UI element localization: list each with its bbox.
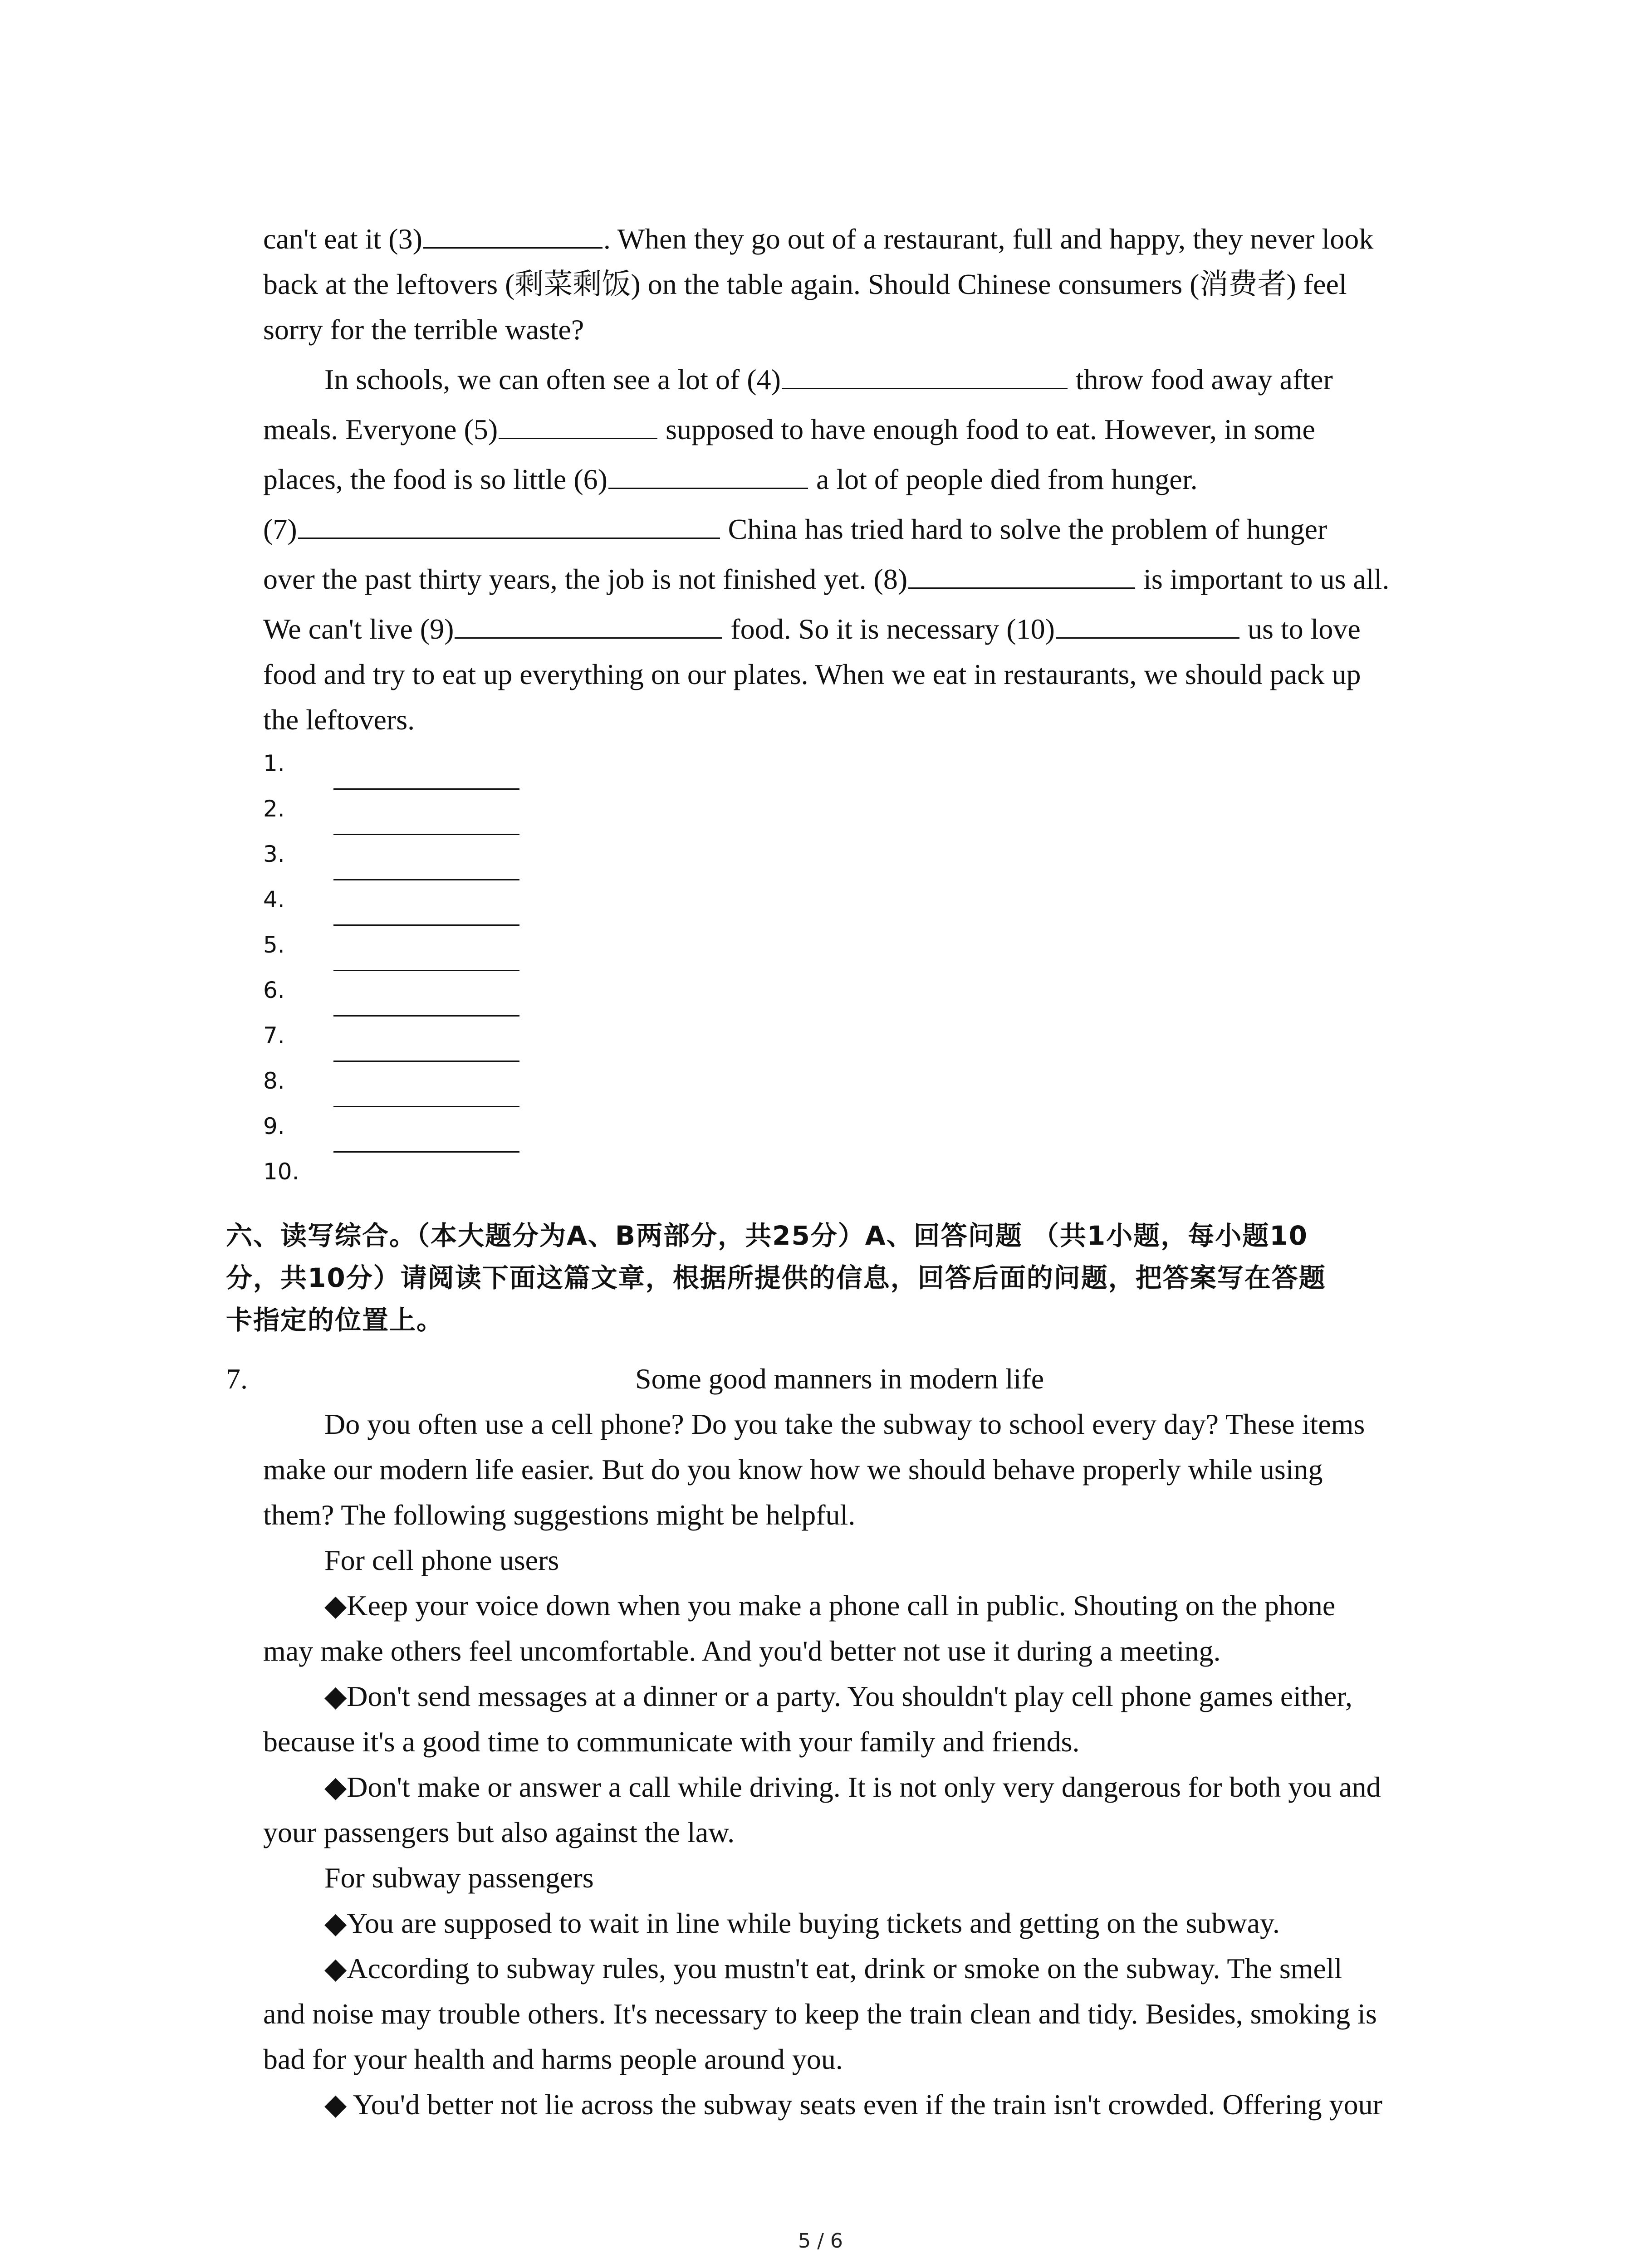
article-line: make our modern life easier. But do you know how we should behave properly while using (263, 1453, 1323, 1486)
answer-line[interactable] (333, 834, 519, 835)
passage-line: sorry for the terrible waste? (263, 313, 584, 346)
article-line: ◆You are supposed to wait in line while buying tickets and getting on the subway. (324, 1907, 1280, 1939)
passage-text: throw food away after (1068, 363, 1333, 396)
page-number: 5 / 6 (798, 2229, 843, 2253)
answer-number: 10. (263, 1158, 299, 1185)
section-heading: 分，共10分）请阅读下面这篇文章，根据所提供的信息，回答后面的问题，把答案写在答题 (226, 1262, 1326, 1293)
blank-9[interactable] (455, 615, 722, 639)
article-subheading: For subway passengers (324, 1862, 594, 1894)
answer-line[interactable] (333, 1061, 519, 1062)
passage-line: food and try to eat up everything on our plates. When we eat in restaurants, we should pack up (263, 658, 1361, 690)
blank-3[interactable] (423, 225, 603, 249)
passage-text: food. So it is necessary (10) (723, 613, 1055, 645)
answer-number: 7. (263, 1022, 285, 1049)
section-heading: 卡指定的位置上。 (226, 1305, 444, 1335)
passage-text: . When they go out of a restaurant, full and happy, they never look (603, 223, 1374, 255)
question-number: 7. (226, 1363, 248, 1395)
article-line: ◆ You'd better not lie across the subway seats even if the train isn't crowded. Offering your (324, 2088, 1382, 2121)
article-line: ◆Don't send messages at a dinner or a party. You shouldn't play cell phone games either, (324, 1680, 1352, 1712)
passage-text: can't eat it (3) (263, 223, 422, 255)
article-line: your passengers but also against the law. (263, 1816, 735, 1848)
article-line: bad for your health and harms people around you. (263, 2043, 843, 2075)
passage-text: over the past thirty years, the job is not finished yet. (8) (263, 563, 908, 595)
passage-line (263, 565, 1389, 594)
passage-line: the leftovers. (263, 704, 415, 736)
passage-text: China has tried hard to solve the problem of hunger (720, 513, 1327, 545)
passage-text: us to love (1240, 613, 1361, 645)
passage-line: back at the leftovers (剩菜剩饭) on the table again. Should Chinese consumers (消费者) feel (263, 268, 1347, 300)
section-heading: 六、读写综合。（本大题分为A、B两部分，共25分）A、回答问题 （共1小题，每小题10 (226, 1220, 1308, 1251)
answer-line[interactable] (333, 1151, 519, 1153)
answer-number: 2. (263, 796, 285, 822)
article-line: and noise may trouble others. It's necessary to keep the train clean and tidy. Besides, smoking is (263, 1998, 1377, 2030)
answer-number: 1. (263, 750, 285, 777)
passage-text: supposed to have enough food to eat. However, in some (658, 413, 1315, 445)
passage-line (263, 225, 1373, 254)
answer-number: 5. (263, 932, 285, 958)
answer-line[interactable] (333, 924, 519, 926)
answer-line[interactable] (333, 1015, 519, 1017)
article-line: may make others feel uncomfortable. And you'd better not use it during a meeting. (263, 1635, 1221, 1667)
article-subheading: For cell phone users (324, 1544, 559, 1576)
answer-line[interactable] (333, 788, 519, 790)
passage-line (263, 515, 1327, 544)
passage-line (263, 465, 1198, 494)
answer-line[interactable] (333, 1106, 519, 1107)
blank-4[interactable] (782, 365, 1068, 389)
article-title: Some good manners in modern life (635, 1363, 1044, 1395)
passage-text: (7) (263, 513, 297, 545)
passage-text: In schools, we can often see a lot of (4) (324, 363, 781, 396)
blank-7[interactable] (298, 515, 720, 539)
passage-line (324, 365, 1333, 394)
article-line: ◆Keep your voice down when you make a phone call in public. Shouting on the phone (324, 1589, 1336, 1622)
passage-line (263, 615, 1361, 644)
answer-line[interactable] (333, 879, 519, 880)
answer-line[interactable] (333, 970, 519, 971)
article-line: because it's a good time to communicate with your family and friends. (263, 1725, 1080, 1758)
article-line: Do you often use a cell phone? Do you take the subway to school every day? These items (324, 1408, 1365, 1440)
passage-text: is important to us all. (1136, 563, 1390, 595)
passage-line (263, 415, 1315, 444)
blank-6[interactable] (608, 465, 808, 489)
answer-number: 3. (263, 841, 285, 867)
passage-text: We can't live (9) (263, 613, 454, 645)
answer-number: 8. (263, 1068, 285, 1094)
answer-number: 6. (263, 977, 285, 1003)
article-line: ◆Don't make or answer a call while driving. It is not only very dangerous for both you and (324, 1771, 1381, 1803)
answer-number: 9. (263, 1113, 285, 1139)
answer-number: 4. (263, 886, 285, 913)
blank-8[interactable] (908, 565, 1135, 589)
article-line: them? The following suggestions might be helpful. (263, 1499, 856, 1531)
passage-text: meals. Everyone (5) (263, 413, 498, 445)
passage-text: places, the food is so little (6) (263, 463, 607, 495)
blank-10[interactable] (1056, 615, 1239, 639)
blank-5[interactable] (499, 415, 657, 439)
passage-text: a lot of people died from hunger. (808, 463, 1198, 495)
article-line: ◆According to subway rules, you mustn't eat, drink or smoke on the subway. The smell (324, 1952, 1342, 1984)
